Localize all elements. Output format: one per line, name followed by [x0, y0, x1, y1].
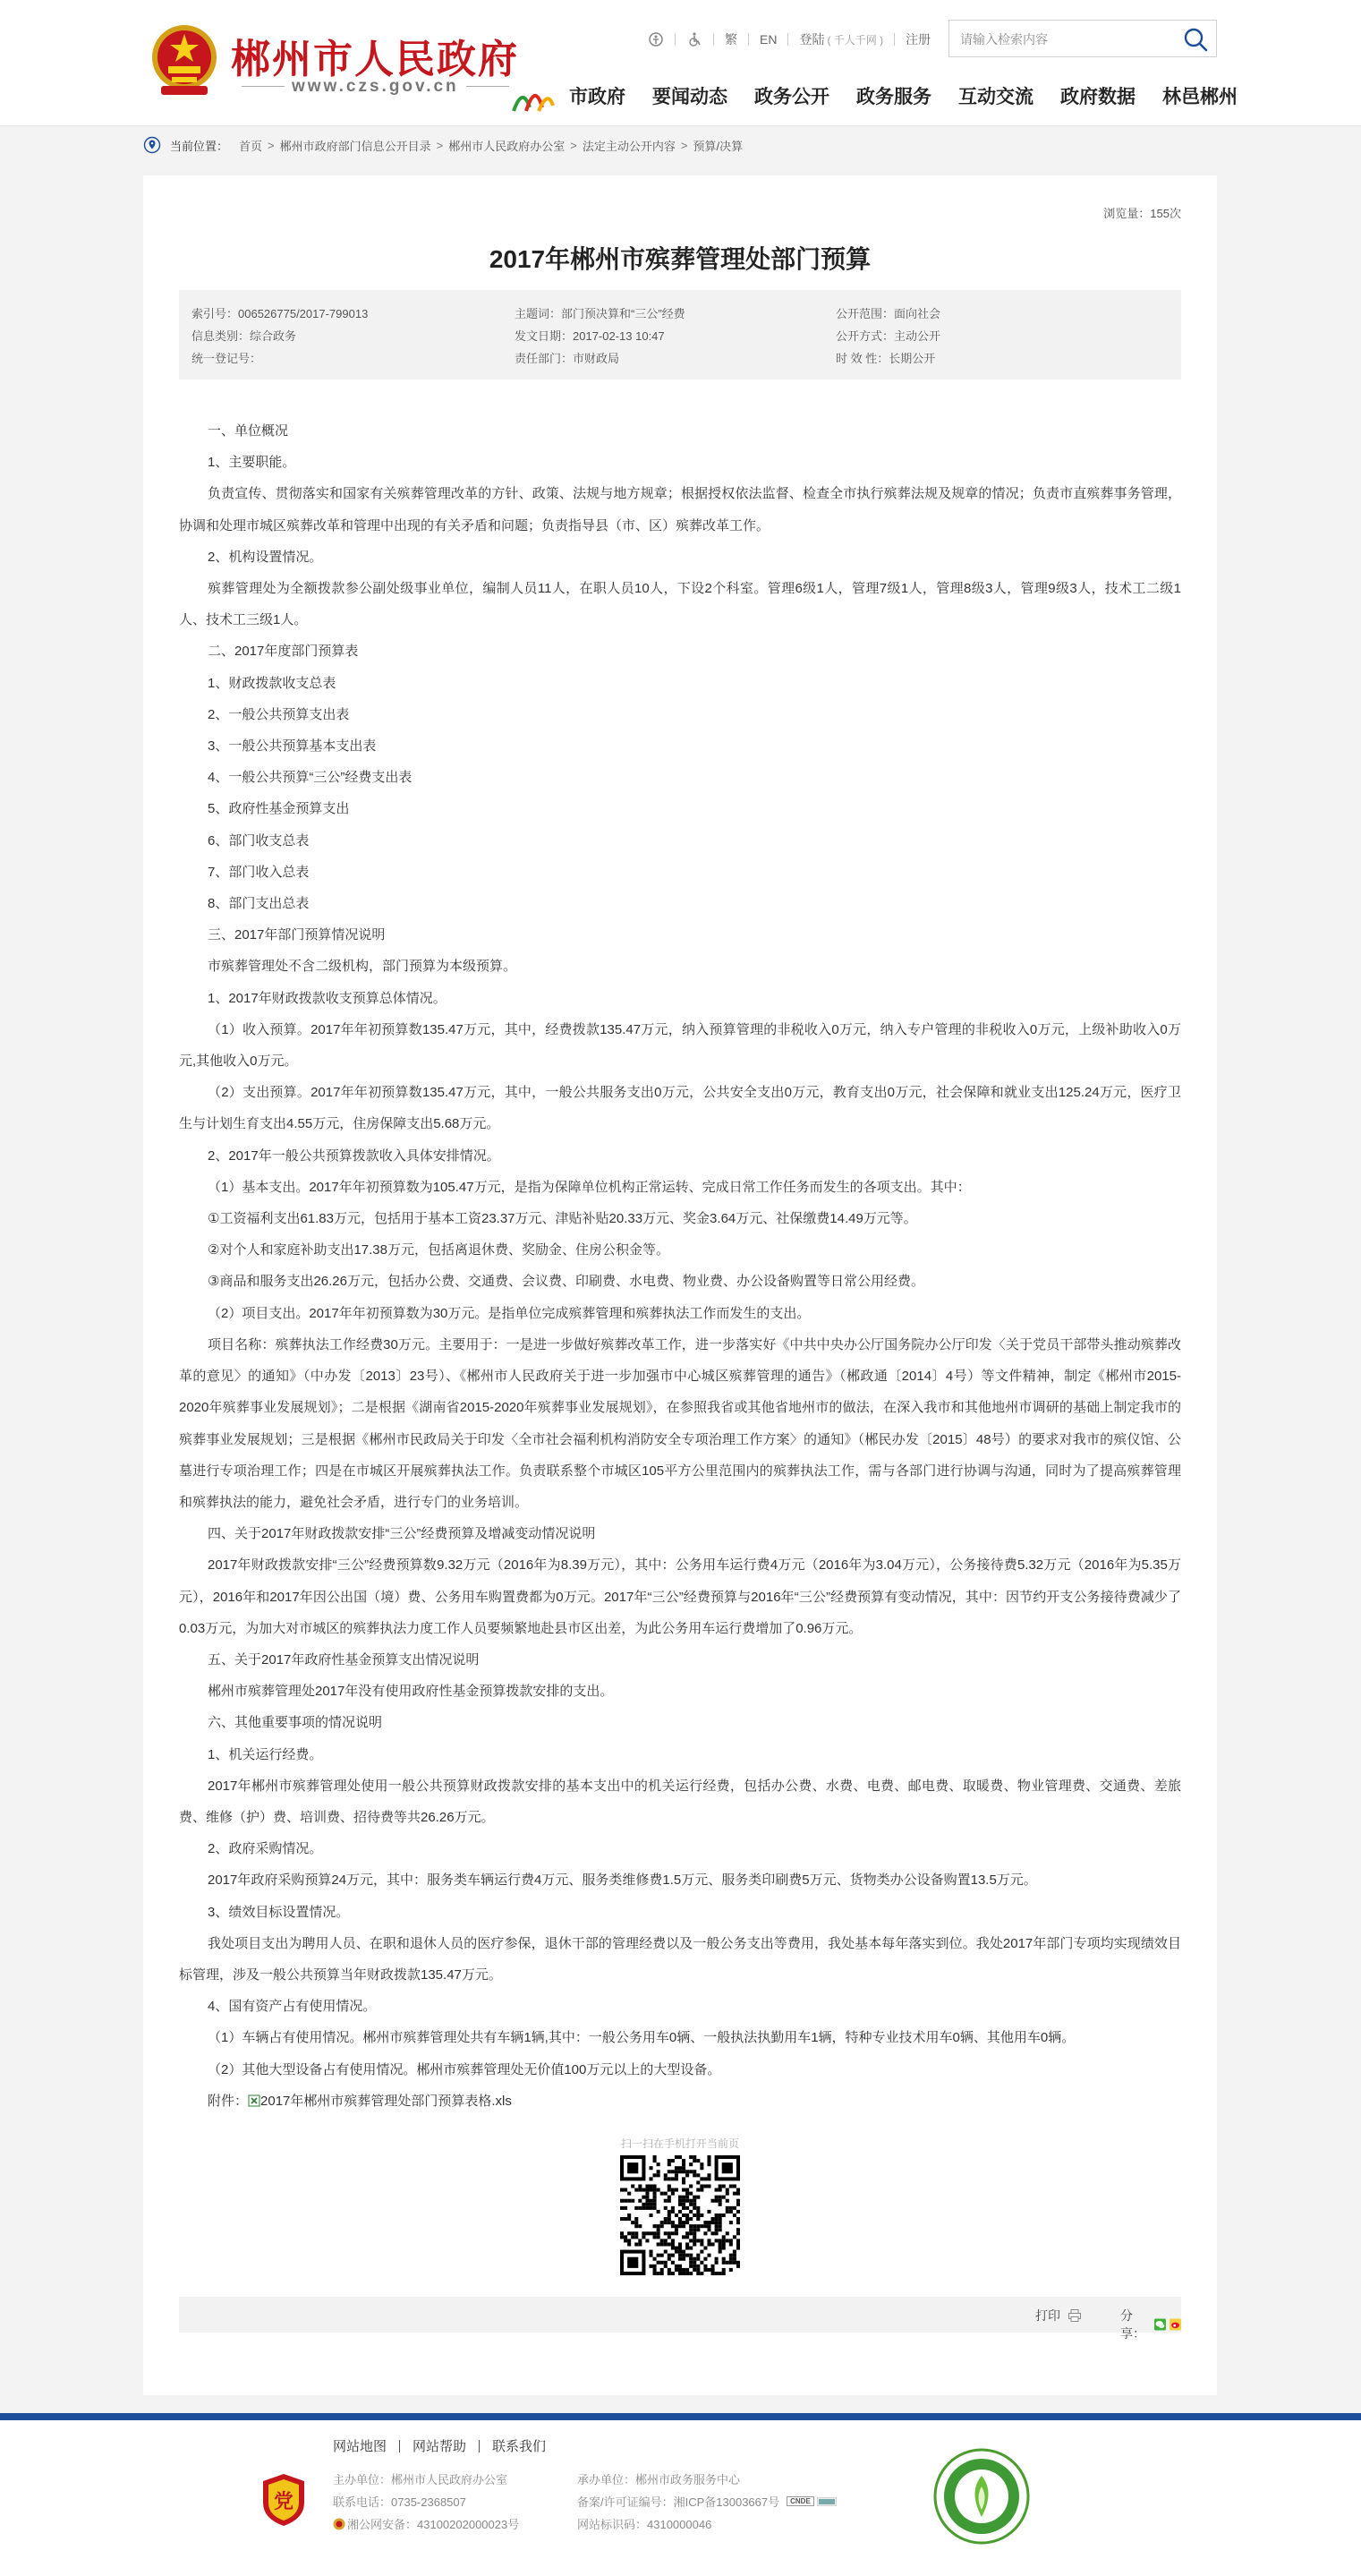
- page-title: 2017年郴州市殡葬管理处部门预算: [489, 245, 872, 273]
- search-input[interactable]: [958, 29, 1168, 50]
- breadcrumb-home[interactable]: 首页: [239, 139, 263, 153]
- footer-organizer: 承办单位：郴州市政务服务中心: [577, 2473, 741, 2486]
- meta-scope: 公开范围：面向社会: [836, 307, 941, 320]
- article-paragraph: 2、一般公共预算支出表: [208, 706, 350, 722]
- article-paragraph: 殡葬管理处为全额拨款参公副处级事业单位，编制人员11人，在职人员10人，下设2个科室。管理6级1人，管理7级1人，管理8级3人，管理9级3人，技术工二级1人、技术工三级1人。: [179, 581, 1181, 628]
- share-label: 分享：: [1120, 2308, 1145, 2341]
- footer-host: 主办单位：郴州市人民政府办公室: [333, 2473, 508, 2486]
- search-icon[interactable]: [1182, 26, 1209, 53]
- accessibility-icon[interactable]: [648, 31, 664, 47]
- article-card: [143, 175, 1217, 2395]
- site-title[interactable]: 郴州市人民政府: [231, 37, 519, 82]
- share-bar: [179, 2297, 1181, 2341]
- nav-item-city-government[interactable]: 市政府: [569, 87, 625, 107]
- article-paragraph: 负责宣传、贯彻落实和国家有关殡葬管理改革的方针、政策、法规与地方规章；根据授权依法监督、检查全市执行殡葬法规及规章的情况；负责市直殡葬事务管理，协调和处理市城区殡葬改革和管理中出现的有关矛盾和问题；负责指导县（市、区）殡葬改革工作。: [179, 486, 1181, 533]
- article-paragraph: 7、部门收入总表: [208, 864, 310, 880]
- view-count: 浏览量：155次: [1103, 207, 1181, 220]
- article-paragraph: 四、关于2017年财政拨款安排“三公”经费预算及增减变动情况说明: [208, 1526, 596, 1542]
- nav-item-interaction[interactable]: 互动交流: [958, 87, 1034, 107]
- top-links: [648, 30, 931, 48]
- attachment-link[interactable]: 2017年郴州市殡葬管理处部门预算表格.xls: [260, 2093, 512, 2109]
- wheelchair-icon[interactable]: [686, 31, 702, 47]
- attachment-line: [179, 2086, 1181, 2117]
- article-paragraph: 2017年郴州市殡葬管理处使用一般公共预算财政拨款安排的基本支出中的机关运行经费，包括办公费、水费、电费、邮电费、取暖费、物业管理费、交通费、差旅费、维修（护）费、培训费、招待费等共26.26万元。: [179, 1778, 1181, 1825]
- footer-police-record[interactable]: [333, 2515, 519, 2532]
- article-paragraph: 市殡葬管理处不含二级机构，部门预算为本级预算。: [208, 959, 517, 975]
- article-paragraph: ②对个人和家庭补助支出17.38万元，包括离退休费、奖励金、住房公积金等。: [208, 1242, 669, 1258]
- article-paragraph: 1、主要职能。: [208, 455, 296, 471]
- article-paragraph: 二、2017年度部门预算表: [208, 644, 359, 660]
- article-paragraph: 三、2017年部门预算情况说明: [208, 927, 386, 943]
- article-paragraph: （2）其他大型设备占有使用情况。郴州市殡葬管理处无价值100万元以上的大型设备。: [208, 2061, 721, 2077]
- meta-validity: 时 效 性：长期公开: [836, 352, 936, 365]
- article-paragraph: 2017年政府采购预算24万元，其中：服务类车辆运行费4万元、服务类维修费1.5万元、服务类印刷费5万元、货物类办公设备购置13.5万元。: [208, 1872, 1037, 1889]
- login-note: ( 千人千网 ): [827, 33, 884, 47]
- document-meta: [179, 290, 1181, 380]
- article-paragraph: ①工资福利支出61.83万元，包括用于基本工资23.37万元、津贴补贴20.33万元、奖金3.64万元、社保缴费14.49万元等。: [208, 1211, 917, 1227]
- footer-link-sitemap[interactable]: 网站地图: [333, 2439, 387, 2454]
- article-paragraph: 2017年财政拨款安排“三公”经费预算数9.32万元（2016年为8.39万元），其中：公务用车运行费4万元（2016年为3.04万元），公务接待费5.32万元（2016年为5.35万元），2016年和2017年因公出国（境）费、公务用车购置费都为0万元。2017年“三公”经费预算与2016年“三公”经费预算有变动情况，其中：因节约开支公务接待费减少了0.03万元，为加大对市城区的殡葬执法力度工作人员要频繁地赴县市区出差，为此公务用车运行费增加了0.96万元。: [179, 1557, 1181, 1636]
- meta-category: 信息类别：综合政务: [191, 329, 297, 343]
- nav-item-government-services[interactable]: 政务服务: [856, 87, 931, 107]
- nav-logo-icon: [510, 81, 557, 116]
- english-link[interactable]: EN: [760, 32, 778, 47]
- icp-badge-icon: CNDE: [787, 2496, 814, 2506]
- article-paragraph: 郴州市殡葬管理处2017年没有使用政府性基金预算拨款安排的支出。: [208, 1684, 614, 1700]
- print-button[interactable]: [1035, 2307, 1082, 2324]
- breadcrumb-office[interactable]: 郴州市人民政府办公室: [448, 139, 566, 153]
- civilized-unit-seal-icon[interactable]: [932, 2447, 1031, 2546]
- article-body: [179, 415, 1181, 2117]
- article-paragraph: 2、机构设置情况。: [208, 549, 323, 565]
- footer-divider: [0, 2413, 1361, 2420]
- article-paragraph: 六、其他重要事项的情况说明: [208, 1715, 383, 1731]
- footer-icp: 备案/许可证编号：湘ICP备13003667号: [577, 2495, 780, 2509]
- article-paragraph: 2、政府采购情况。: [208, 1841, 323, 1857]
- article-paragraph: 项目名称：殡葬执法工作经费30万元。主要用于：一是进一步做好殡葬改革工作，进一步落实好《中共中央办公厅国务院办公厅印发〈关于党员干部带头推动殡葬改革的意见〉的通知》（中办发〔2013〕23号）、《郴州市人民政府关于进一步加强市中心城区殡葬管理的通告》（郴政通〔2014〕4号）等文件精神，制定《郴州市2015-2020年殡葬事业发展规划》；二是根据《湖南省2015-2020年殡葬事业发展规划》，在参照我省或其他省地州市的做法，在深入我市和其他地州市调研的基础上制定我市的殡葬事业发展规划；三是根据《郴州市民政局关于印发〈全市社会福利机构消防安全专项治理工作方案〉的通知》（郴民办发〔2015〕48号）的要求对我市的殡仪馆、公墓进行专项治理工作；四是在市城区开展殡葬执法工作。负责联系整个市城区105平方公里范围内的殡葬执法工作，需与各部门进行协调与沟通，同时为了提高殡葬管理和殡葬执法的能力，避免社会矛盾，进行专门的业务培训。: [179, 1336, 1181, 1510]
- breadcrumb-disclosure[interactable]: 法定主动公开内容: [582, 139, 676, 153]
- meta-topic: 主题词：部门预决算和“三公”经费: [515, 307, 685, 320]
- article-paragraph: 4、一般公共预算“三公”经费支出表: [208, 770, 413, 786]
- article-paragraph: 一、单位概况: [208, 423, 289, 439]
- flag-icon: [817, 2497, 837, 2506]
- article-paragraph: 1、2017年财政拨款收支预算总体情况。: [208, 990, 447, 1006]
- site-footer: [0, 2420, 1361, 2576]
- article-paragraph: 五、关于2017年政府性基金预算支出情况说明: [208, 1651, 480, 1668]
- article-paragraph: 2、2017年一般公共预算拨款收入具体安排情况。: [208, 1147, 500, 1164]
- nav-item-news[interactable]: 要闻动态: [652, 87, 727, 107]
- wechat-share-icon[interactable]: [1154, 2317, 1166, 2332]
- meta-method: 公开方式：主动公开: [836, 329, 941, 343]
- meta-issue-date: 发文日期：2017-02-13 10:47: [515, 329, 665, 343]
- police-badge-icon: [333, 2518, 345, 2530]
- attachment-label: 附件：: [208, 2093, 249, 2109]
- breadcrumb-label: 当前位置：: [170, 139, 229, 153]
- print-label: 打印: [1035, 2308, 1060, 2323]
- article-paragraph: 1、财政拨款收支总表: [208, 675, 336, 691]
- nav-item-linyi-chenzhou[interactable]: 林邑郴州: [1162, 87, 1238, 107]
- article-paragraph: （1）收入预算。2017年年初预算数135.47万元，其中，经费拨款135.47万元，纳入预算管理的非税收入0万元，纳入专户管理的非税收入0万元，上级补助收入0万元,其他收入0万元。: [179, 1021, 1181, 1070]
- location-pin-icon: [143, 136, 161, 154]
- site-domain: www.czs.gov.cn: [234, 77, 516, 97]
- qr-code-image: [620, 2155, 740, 2275]
- site-header: [0, 0, 1361, 126]
- traditional-chinese-link[interactable]: 繁: [725, 32, 737, 47]
- meta-department: 责任部门：市财政局: [515, 352, 620, 365]
- article-paragraph: （2）项目支出。2017年年初预算数为30万元。是指单位完成殡葬管理和殡葬执法工作而发生的支出。: [208, 1305, 811, 1321]
- government-site-badge-icon[interactable]: [259, 2472, 308, 2528]
- search-box: [948, 20, 1217, 57]
- article-paragraph: 1、机关运行经费。: [208, 1746, 323, 1762]
- footer-phone: 联系电话：0735-2368507: [333, 2495, 466, 2509]
- excel-file-icon: [248, 2094, 260, 2107]
- footer-icp-record[interactable]: [577, 2493, 837, 2510]
- breadcrumb-budget[interactable]: 预算/决算: [693, 139, 744, 153]
- meta-unified-no: 统一登记号：: [191, 352, 262, 365]
- footer-links: [333, 2436, 546, 2455]
- article-paragraph: （2）支出预算。2017年年初预算数135.47万元，其中，一般公共服务支出0万元，公共安全支出0万元，教育支出0万元，社会保障和就业支出125.24万元，医疗卫生与计划生育支出4.55万元，住房保障支出5.68万元。: [179, 1085, 1181, 1132]
- register-link[interactable]: 注册: [906, 32, 931, 47]
- nav-item-government-data[interactable]: 政府数据: [1060, 87, 1136, 107]
- main-nav: [569, 82, 1238, 109]
- printer-icon: [1068, 2308, 1082, 2323]
- nav-item-government-affairs[interactable]: 政务公开: [754, 87, 829, 107]
- article-paragraph: 4、国有资产占有使用情况。: [208, 1999, 377, 2015]
- weibo-share-icon[interactable]: [1170, 2317, 1181, 2332]
- article-paragraph: （1）基本支出。2017年年初预算数为105.47万元，是指为保障单位机构正常运转、完成日常工作任务而发生的各项支出。其中：: [208, 1179, 971, 1195]
- breadcrumb-directory[interactable]: 郴州市政府部门信息公开目录: [279, 139, 431, 153]
- article-paragraph: （1）车辆占有使用情况。郴州市殡葬管理处共有车辆1辆,其中：一般公务用车0辆、一般执法执勤用车1辆，特种专业技术用车0辆、其他用车0辆。: [208, 2030, 1076, 2046]
- share-group: [1120, 2307, 1181, 2342]
- qr-caption: 扫一扫在手机打开当前页: [620, 2137, 739, 2150]
- login-link[interactable]: 登陆: [799, 32, 825, 47]
- footer-link-contact[interactable]: 联系我们: [492, 2439, 547, 2454]
- footer-site-code: 网站标识码：4310000046: [577, 2518, 712, 2531]
- article-paragraph: 3、一般公共预算基本支出表: [208, 738, 377, 755]
- article-paragraph: ③商品和服务支出26.26万元，包括办公费、交通费、会议费、印刷费、水电费、物业费、办公设备购置等日常公用经费。: [208, 1274, 924, 1290]
- article-paragraph: 3、绩效目标设置情况。: [208, 1904, 350, 1920]
- article-paragraph: 我处项目支出为聘用人员、在职和退休人员的医疗参保，退休干部的管理经费以及一般公务支出等费用，我处基本每年落实到位。我处2017年部门专项均实现绩效目标管理，涉及一般公共预算当年财政拨款135.47万元。: [179, 1935, 1181, 1983]
- breadcrumb: 当前位置： 首页 > 郴州市政府部门信息公开目录 > 郴州市人民政府办公室 > 法定主动公开内容 > 预算/决算: [143, 136, 1217, 154]
- footer-police-no: 湘公网安备：43100202000023号: [347, 2518, 520, 2531]
- national-emblem-icon: [149, 21, 220, 100]
- footer-link-help[interactable]: 网站帮助: [413, 2439, 467, 2454]
- svg-text:党: 党: [273, 2490, 294, 2513]
- article-paragraph: 8、部门支出总表: [208, 896, 310, 912]
- article-paragraph: 6、部门收支总表: [208, 832, 310, 849]
- meta-index-no: 索引号：006526775/2017-799013: [191, 307, 369, 320]
- article-paragraph: 5、政府性基金预算支出: [208, 801, 350, 817]
